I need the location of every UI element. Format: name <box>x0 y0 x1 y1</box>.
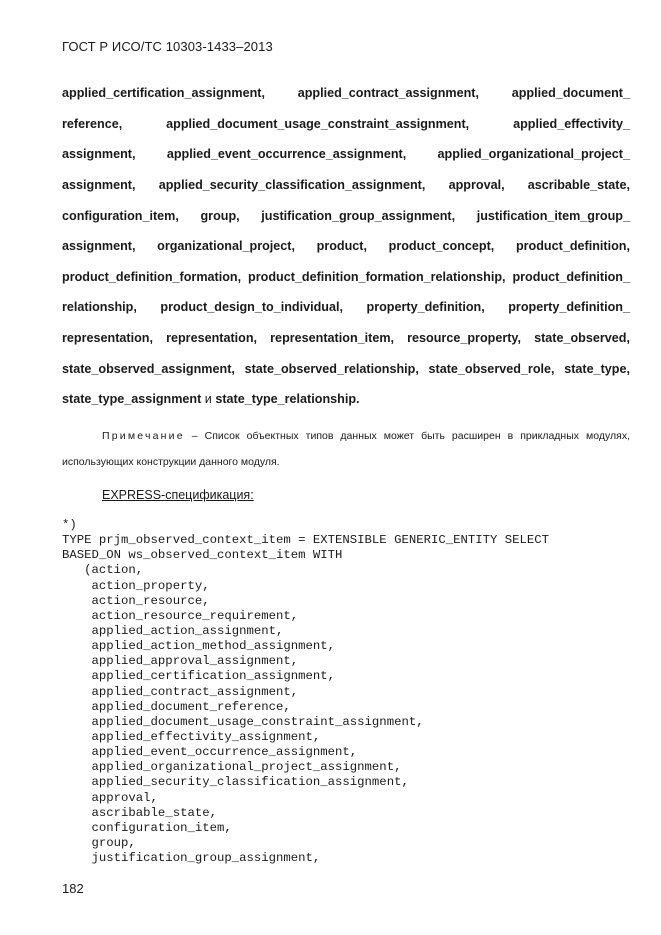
conjunction: и <box>204 392 212 406</box>
code-line: applied_event_occurrence_assignment, <box>62 745 358 760</box>
code-line: applied_effectivity_assignment, <box>62 729 321 744</box>
entity-list-line: configuration_item, group, justification_group_assignment, justification_item_group_ <box>62 209 630 223</box>
express-code-block <box>62 518 549 866</box>
entity-list-line: applied_certification_assignment, applied_contract_assignment, applied_document_ <box>62 86 630 100</box>
code-line: (action, <box>62 563 144 578</box>
code-line: applied_certification_assignment, <box>62 669 336 684</box>
code-line: *) <box>62 518 77 532</box>
document-header: ГОСТ Р ИСО/ТС 10303-1433–2013 <box>62 39 273 54</box>
code-line: configuration_item, <box>62 820 232 835</box>
code-line: approval, <box>62 790 158 805</box>
express-specification-title: EXPRESS-спецификация: <box>102 488 254 502</box>
entity-list-line: state_observed_assignment, state_observed_relationship, state_observed_role, state_type, <box>62 362 630 376</box>
entity-list-line: assignment, applied_event_occurrence_assignment, applied_organizational_project_ <box>62 147 630 161</box>
code-line: applied_organizational_project_assignment, <box>62 760 402 775</box>
note-text: Список объектных типов данных может быть расширен в прикладных модулях, <box>204 430 630 442</box>
entity-list-line: product_definition_formation, product_definition_formation_relationship, product_definition_ <box>62 270 630 284</box>
code-line: applied_security_classification_assignment, <box>62 775 409 790</box>
code-line: applied_document_reference, <box>62 699 291 714</box>
code-line: BASED_ON ws_observed_context_item WITH <box>62 548 343 563</box>
code-line: TYPE prjm_observed_context_item = EXTENSIBLE GENERIC_ENTITY SELECT <box>62 533 550 548</box>
note-label: Примечание <box>102 430 185 442</box>
code-line: group, <box>62 835 136 850</box>
code-line: applied_action_method_assignment, <box>62 639 336 654</box>
code-line: action_resource_requirement, <box>62 608 299 623</box>
code-line: applied_document_usage_constraint_assignment, <box>62 714 424 729</box>
entity-list-line: reference, applied_document_usage_constraint_assignment, applied_effectivity_ <box>62 117 630 131</box>
entity-name: state_type_relationship. <box>215 392 360 406</box>
entity-list-line: assignment, applied_security_classification_assignment, approval, ascribable_state, <box>62 178 630 192</box>
entity-list-line: relationship, product_design_to_individual, property_definition, property_definition_ <box>62 300 630 314</box>
code-line: applied_contract_assignment, <box>62 684 299 699</box>
code-line: action_property, <box>62 578 210 593</box>
code-line: applied_approval_assignment, <box>62 654 299 669</box>
entity-list-line: assignment, organizational_project, product, product_concept, product_definition, <box>62 239 630 253</box>
note-second-line: использующих конструкции данного модуля. <box>62 456 280 468</box>
code-line: applied_action_assignment, <box>62 623 284 638</box>
code-line: justification_group_assignment, <box>62 851 321 866</box>
note-dash: – <box>191 430 198 442</box>
page-number: 182 <box>62 881 84 896</box>
note-first-line <box>102 430 630 442</box>
entity-name: state_type_assignment <box>62 392 202 406</box>
code-line: action_resource, <box>62 593 210 608</box>
code-line: ascribable_state, <box>62 805 217 820</box>
entity-list-last-line <box>62 392 630 408</box>
entity-list-line: representation, representation, representation_item, resource_property, state_observed, <box>62 331 630 345</box>
